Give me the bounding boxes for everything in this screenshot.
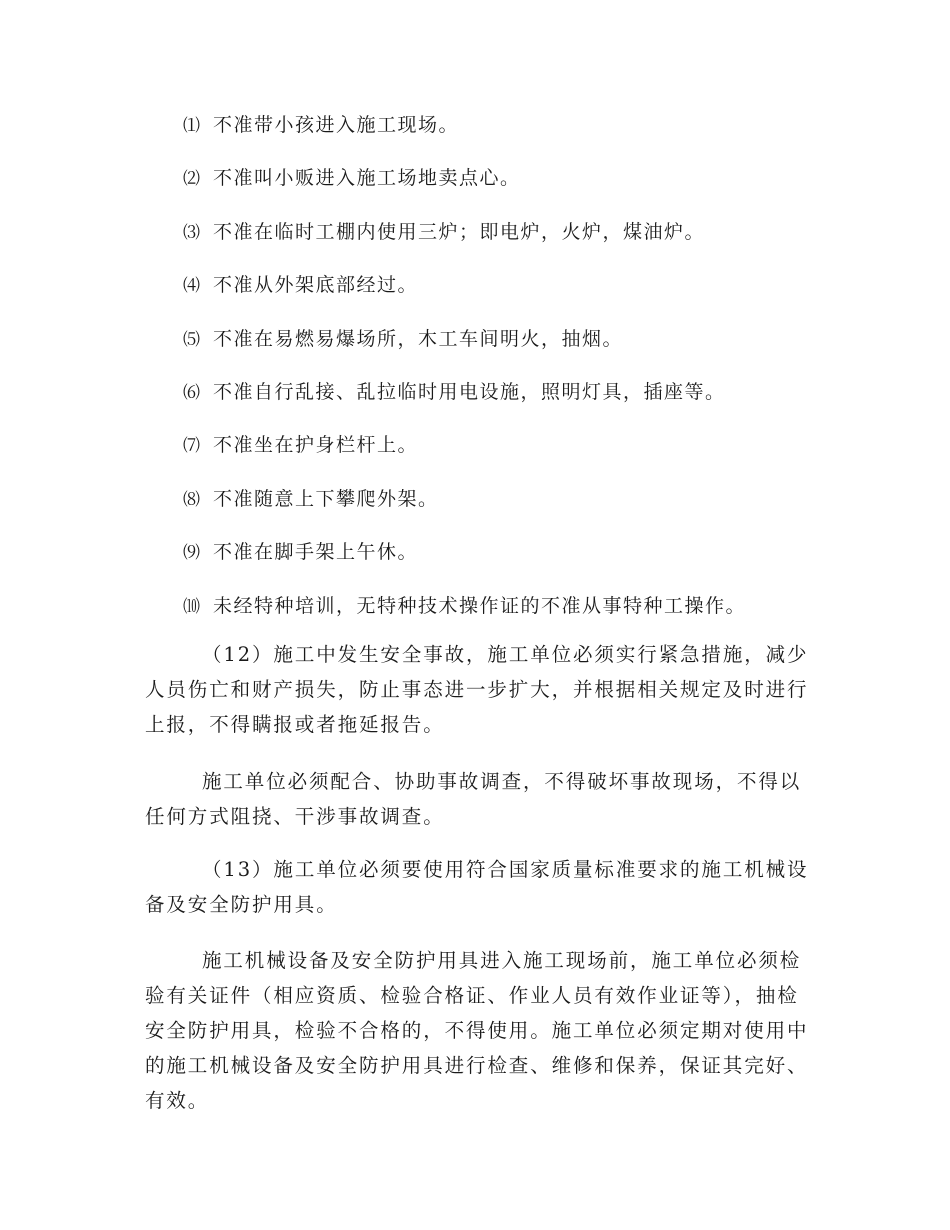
item-text: 不准在易燃易爆场所，木工车间明火，抽烟。	[213, 327, 624, 350]
item-number: ⑺	[183, 436, 200, 457]
item-number: ⑵	[183, 169, 200, 190]
item-text: 不准在脚手架上午休。	[213, 541, 419, 564]
paragraph-text: （13）施工单位必须要使用符合国家质量标准要求的施工机械设备及安全防护用具。	[145, 858, 809, 916]
item-text: 不准叫小贩进入施工场地卖点心。	[213, 167, 521, 190]
item-text: 不准从外架底部经过。	[213, 274, 419, 297]
item-text: 不准坐在护身栏杆上。	[213, 434, 419, 457]
item-number: ⑴	[183, 116, 200, 136]
paragraph-13	[145, 852, 815, 922]
item-number: ⑼	[183, 543, 200, 564]
prohibition-list	[183, 112, 823, 646]
list-item	[183, 219, 823, 245]
item-text: 未经特种培训，无特种技术操作证的不准从事特种工操作。	[213, 594, 747, 617]
list-item	[183, 165, 823, 191]
item-text: 不准随意上下攀爬外架。	[213, 487, 439, 510]
item-number: ⑷	[183, 276, 200, 297]
item-number: ⑹	[183, 382, 200, 403]
item-text: 不准带小孩进入施工现场。	[213, 114, 460, 136]
list-item	[183, 432, 823, 458]
item-number: ⑸	[183, 329, 200, 350]
paragraph-12-continued	[145, 764, 815, 834]
list-item	[183, 326, 823, 352]
item-number: ⑻	[183, 489, 200, 510]
paragraph-12	[145, 637, 815, 742]
paragraph-text: 施工单位必须配合、协助事故调查，不得破坏事故现场，不得以任何方式阻挠、干涉事故调查。	[145, 770, 802, 828]
item-number: ⑶	[183, 222, 200, 243]
list-item	[183, 272, 823, 298]
item-number: ⑽	[183, 596, 200, 617]
list-item	[183, 539, 823, 565]
paragraph-13-continued	[145, 943, 815, 1118]
list-item	[183, 593, 823, 619]
list-item	[183, 486, 823, 512]
list-item	[183, 379, 823, 405]
list-item	[183, 112, 823, 138]
paragraph-text: （12）施工中发生安全事故，施工单位必须实行紧急措施，减少人员伤亡和财产损失，防止事态进一步扩大，并根据相关规定及时进行上报，不得瞒报或者拖延报告。	[145, 643, 809, 736]
paragraph-text: 施工机械设备及安全防护用具进入施工现场前，施工单位必须检验有关证件（相应资质、检验合格证、作业人员有效作业证等），抽检安全防护用具，检验不合格的，不得使用。施工单位必须定期对使用中的施工机械设备及安全防护用具进行检查、维修和保养，保证其完好、有效。	[145, 949, 809, 1112]
item-text: 不准在临时工棚内使用三炉；即电炉，火炉，煤油炉。	[213, 220, 706, 243]
item-text: 不准自行乱接、乱拉临时用电设施，照明灯具，插座等。	[213, 380, 726, 403]
